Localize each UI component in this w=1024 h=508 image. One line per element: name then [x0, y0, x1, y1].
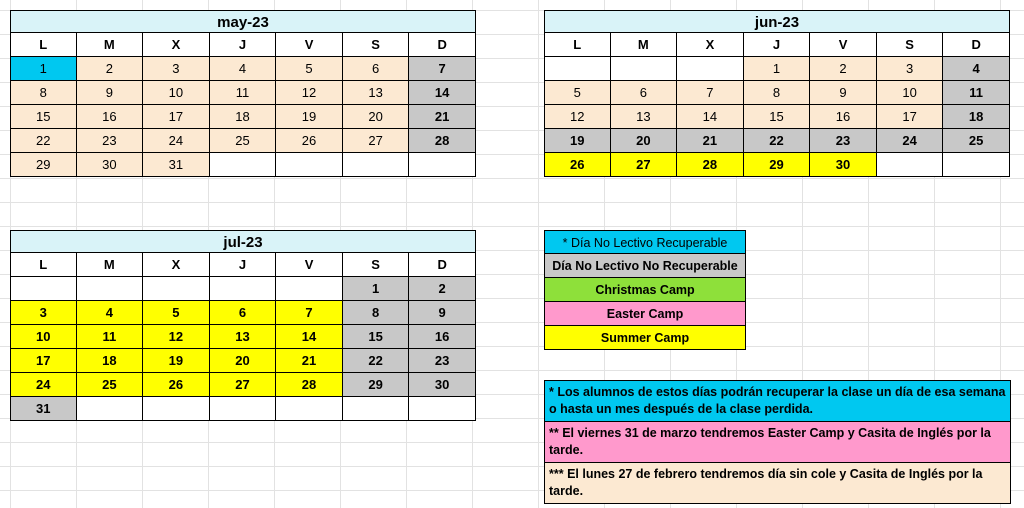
day-cell: 27 — [210, 373, 277, 397]
day-cell: 24 — [877, 129, 944, 153]
weekday-header: X — [143, 33, 210, 57]
empty-cell — [143, 277, 210, 301]
empty-cell — [343, 153, 410, 177]
day-cell: 2 — [409, 277, 476, 301]
day-cell: 29 — [10, 153, 77, 177]
weekday-header: X — [677, 33, 744, 57]
legend-summer-camp: Summer Camp — [544, 326, 746, 350]
empty-cell — [276, 277, 343, 301]
legend-christmas-camp: Christmas Camp — [544, 278, 746, 302]
empty-cell — [409, 397, 476, 421]
day-cell: 13 — [343, 81, 410, 105]
day-cell: 11 — [210, 81, 277, 105]
day-cell: 20 — [343, 105, 410, 129]
day-cell: 9 — [77, 81, 144, 105]
day-cell: 2 — [77, 57, 144, 81]
day-cell: 26 — [143, 373, 210, 397]
day-cell: 16 — [409, 325, 476, 349]
day-cell: 1 — [744, 57, 811, 81]
day-cell: 13 — [210, 325, 277, 349]
weekday-header: L — [10, 253, 77, 277]
empty-cell — [544, 57, 611, 81]
calendar-grid — [10, 33, 476, 177]
weekday-header: V — [810, 33, 877, 57]
day-cell: 14 — [677, 105, 744, 129]
day-cell: 21 — [409, 105, 476, 129]
calendar-june — [544, 10, 1010, 177]
weekday-header: M — [611, 33, 678, 57]
day-cell: 14 — [409, 81, 476, 105]
calendar-title: jul-23 — [10, 230, 476, 253]
weekday-header: D — [409, 33, 476, 57]
day-cell: 11 — [943, 81, 1010, 105]
day-cell: 26 — [276, 129, 343, 153]
day-cell: 23 — [810, 129, 877, 153]
day-cell: 19 — [276, 105, 343, 129]
day-cell: 29 — [744, 153, 811, 177]
day-cell: 20 — [611, 129, 678, 153]
empty-cell — [143, 397, 210, 421]
day-cell: 30 — [810, 153, 877, 177]
day-cell: 16 — [810, 105, 877, 129]
day-cell: 9 — [810, 81, 877, 105]
day-cell: 13 — [611, 105, 678, 129]
day-cell: 3 — [10, 301, 77, 325]
weekday-header: J — [210, 253, 277, 277]
day-cell: 4 — [77, 301, 144, 325]
note-recuperable: * Los alumnos de estos días podrán recuperar la clase un día de esa semana o hasta un mes después de la clase perdida. — [544, 380, 1011, 422]
day-cell: 28 — [677, 153, 744, 177]
weekday-header: J — [210, 33, 277, 57]
day-cell: 7 — [276, 301, 343, 325]
day-cell: 27 — [343, 129, 410, 153]
day-cell: 30 — [77, 153, 144, 177]
day-cell: 27 — [611, 153, 678, 177]
day-cell: 31 — [10, 397, 77, 421]
day-cell: 29 — [343, 373, 410, 397]
day-cell: 4 — [210, 57, 277, 81]
legend — [544, 230, 746, 350]
day-cell: 30 — [409, 373, 476, 397]
day-cell: 10 — [877, 81, 944, 105]
weekday-header: L — [10, 33, 77, 57]
legend-no-recuperable: Día No Lectivo No Recuperable — [544, 254, 746, 278]
day-cell: 22 — [744, 129, 811, 153]
day-cell: 25 — [77, 373, 144, 397]
weekday-header: D — [409, 253, 476, 277]
day-cell: 18 — [77, 349, 144, 373]
day-cell: 23 — [409, 349, 476, 373]
notes — [544, 380, 1011, 504]
calendar-grid — [10, 253, 476, 421]
empty-cell — [77, 397, 144, 421]
day-cell: 24 — [143, 129, 210, 153]
weekday-header: L — [544, 33, 611, 57]
day-cell: 6 — [343, 57, 410, 81]
day-cell: 11 — [77, 325, 144, 349]
day-cell: 3 — [143, 57, 210, 81]
empty-cell — [877, 153, 944, 177]
empty-cell — [276, 153, 343, 177]
weekday-header: S — [343, 33, 410, 57]
day-cell: 14 — [276, 325, 343, 349]
day-cell: 3 — [877, 57, 944, 81]
day-cell: 28 — [276, 373, 343, 397]
day-cell: 17 — [10, 349, 77, 373]
day-cell: 8 — [343, 301, 410, 325]
weekday-header: J — [744, 33, 811, 57]
note-easter: ** El viernes 31 de marzo tendremos Easter Camp y Casita de Inglés por la tarde. — [544, 422, 1011, 463]
weekday-header: S — [343, 253, 410, 277]
day-cell: 28 — [409, 129, 476, 153]
day-cell: 1 — [343, 277, 410, 301]
day-cell: 17 — [877, 105, 944, 129]
day-cell: 22 — [10, 129, 77, 153]
day-cell: 5 — [143, 301, 210, 325]
day-cell: 24 — [10, 373, 77, 397]
day-cell: 31 — [143, 153, 210, 177]
day-cell: 2 — [810, 57, 877, 81]
day-cell: 10 — [143, 81, 210, 105]
day-cell: 6 — [611, 81, 678, 105]
empty-cell — [210, 397, 277, 421]
day-cell: 12 — [276, 81, 343, 105]
day-cell: 20 — [210, 349, 277, 373]
day-cell: 19 — [143, 349, 210, 373]
day-cell: 12 — [143, 325, 210, 349]
legend-recuperable: * Día No Lectivo Recuperable — [544, 230, 746, 254]
day-cell: 16 — [77, 105, 144, 129]
calendar-grid — [544, 33, 1010, 177]
day-cell: 10 — [10, 325, 77, 349]
empty-cell — [210, 277, 277, 301]
empty-cell — [343, 397, 410, 421]
note-february: *** El lunes 27 de febrero tendremos día sin cole y Casita de Inglés por la tarde. — [544, 463, 1011, 504]
day-cell: 26 — [544, 153, 611, 177]
day-cell: 19 — [544, 129, 611, 153]
weekday-header: D — [943, 33, 1010, 57]
day-cell: 15 — [343, 325, 410, 349]
weekday-header: V — [276, 33, 343, 57]
empty-cell — [276, 397, 343, 421]
weekday-header: M — [77, 33, 144, 57]
day-cell: 8 — [10, 81, 77, 105]
day-cell: 7 — [409, 57, 476, 81]
calendar-july — [10, 230, 476, 421]
empty-cell — [409, 153, 476, 177]
day-cell: 17 — [143, 105, 210, 129]
empty-cell — [611, 57, 678, 81]
day-cell: 5 — [544, 81, 611, 105]
day-cell: 15 — [744, 105, 811, 129]
empty-cell — [10, 277, 77, 301]
day-cell: 8 — [744, 81, 811, 105]
day-cell: 23 — [77, 129, 144, 153]
day-cell: 15 — [10, 105, 77, 129]
day-cell: 18 — [943, 105, 1010, 129]
calendar-title: may-23 — [10, 10, 476, 33]
empty-cell — [210, 153, 277, 177]
empty-cell — [677, 57, 744, 81]
day-cell: 12 — [544, 105, 611, 129]
weekday-header: V — [276, 253, 343, 277]
day-cell: 5 — [276, 57, 343, 81]
empty-cell — [943, 153, 1010, 177]
day-cell: 1 — [10, 57, 77, 81]
weekday-header: S — [877, 33, 944, 57]
day-cell: 21 — [677, 129, 744, 153]
day-cell: 25 — [943, 129, 1010, 153]
day-cell: 6 — [210, 301, 277, 325]
day-cell: 18 — [210, 105, 277, 129]
weekday-header: X — [143, 253, 210, 277]
calendar-may — [10, 10, 476, 177]
day-cell: 22 — [343, 349, 410, 373]
day-cell: 21 — [276, 349, 343, 373]
day-cell: 4 — [943, 57, 1010, 81]
calendar-title: jun-23 — [544, 10, 1010, 33]
weekday-header: M — [77, 253, 144, 277]
day-cell: 25 — [210, 129, 277, 153]
day-cell: 7 — [677, 81, 744, 105]
day-cell: 9 — [409, 301, 476, 325]
legend-easter-camp: Easter Camp — [544, 302, 746, 326]
empty-cell — [77, 277, 144, 301]
